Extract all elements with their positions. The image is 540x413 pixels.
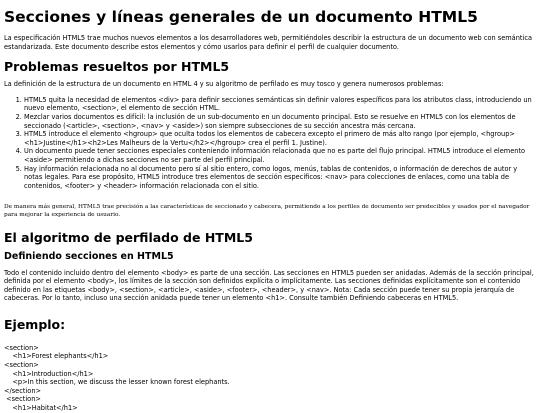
- algorithm-heading: El algoritmo de perfilado de HTML5: [4, 229, 253, 245]
- intro-paragraph: La especificación HTML5 trae muchos nuevos elementos a los desarrolladores web, permitiéndoles describir la estructura de un documento web con semántica estandarizada. Este documento describe estos elementos y cómo usarlos para definir el perfil de cualquier documento.: [4, 34, 532, 51]
- problems-intro: La definición de la estructura de un documento en HTML 4 y su algoritmo de perfilado es muy tosco y genera numerosos problemas:: [4, 80, 444, 89]
- code-example: <section> <h1>Forest elephants</h1> <section> <h1>Introduction</h1> <p>In this section, we discuss the lesser known forest elephants. </section> <section> <h1>Habitat</h1>: [4, 343, 230, 413]
- page-title: Secciones y líneas generales de un documento HTML5: [4, 8, 478, 26]
- sections-subheading: Definiendo secciones en HTML5: [4, 250, 174, 262]
- problems-list: [4, 96, 536, 191]
- list-item: 4. Un documento puede tener secciones especiales conteniendo información relacionada que no es parte del flujo principal. HTML5 introduce el elemento <aside> permitiendo a dichas secciones no ser parte del perfil principal.: [24, 147, 536, 164]
- list-item: 2. Mezclar varios documentos es difícil: la inclusión de un sub-documento en un documento principal. Esto se resuelve en HTML5 con los elementos de seccionado (<article>, <section>, <nav> y <aside>) son siempre subsecciones de su sección ancestra más cercana.: [24, 113, 536, 130]
- problems-heading: Problemas resueltos por HTML5: [4, 59, 230, 75]
- list-item: 1. HTML5 quita la necesidad de elementos <div> para definir secciones semánticas sin definir valores específicos para los atributos class, introduciendo un nuevo elemento, <section>, el elemento de sección HTML.: [24, 96, 536, 113]
- example-heading: Ejemplo:: [4, 316, 66, 332]
- algorithm-paragraph: Todo el contenido incluido dentro del elemento <body> es parte de una sección. Las secciones en HTML5 pueden ser anidadas. Además de la sección principal, definida por el elemento <body>, los límites de la sección son definidos explícita o implícitamente. Las secciones definidas explícitamente son el contenido definido en las etiquetas <body>, <section>, <article>, <aside>, <footer>, <header>, y <nav>. Nota: Cada sección puede tener su propia jerarquía de cabeceras. Por lo tanto, incluso una sección anidada puede tener un elemento <h1>. Consulte también Definiendo cabeceras en HTML5.: [4, 268, 534, 303]
- list-item: 3. HTML5 introduce el elemento <hgroup> que oculta todos los elementos de cabecera excepto el primero de más alto rango (por ejemplo, <hgroup><h1>Justine</h1><h2>Les Malheurs de la Vertu</h2></hgroup> crea el perfil 1. Justine).: [24, 130, 536, 147]
- list-item: 5. Hay información relacionada no al documento pero sí al sitio entero, como logos, menús, tablas de contenidos, o información de derechos de autor y notas legales. Para ese propósito, HTML5 introduce tres elementos de sección específicos: <nav> para colecciones de enlaces, como una tabla de contenidos, <footer> y <header> información relacionada con el sitio.: [24, 165, 536, 191]
- serif-note: De manera más general, HTML5 trae precisión a las características de seccionado y cabecera, permitiendo a los perfiles de documento ser predecibles y usados por el navegador para mejorar la experiencia de usuario.: [4, 204, 530, 218]
